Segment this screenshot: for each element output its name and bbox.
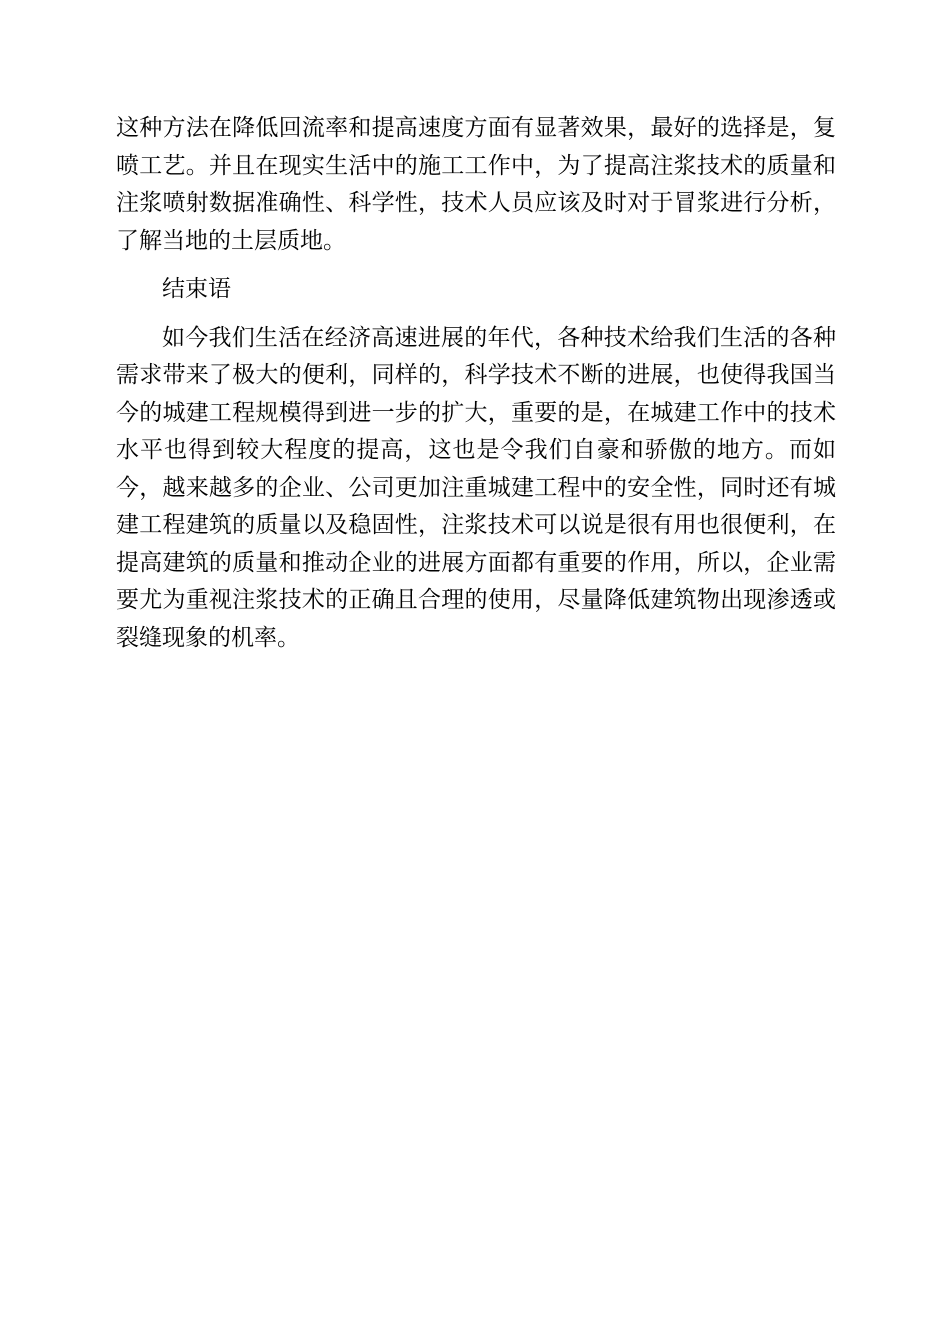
intro-paragraph: 这种方法在降低回流率和提高速度方面有显著效果，最好的选择是，复喷工艺。并且在现实生活中的施工工作中，为了提高注浆技术的质量和注浆喷射数据准确性、科学性，技术人员应该及时对于冒浆进行分析，了解当地的土层质地。 bbox=[116, 115, 836, 254]
conclusion-heading: 结束语 bbox=[162, 276, 231, 302]
document-body bbox=[116, 110, 836, 657]
conclusion-paragraph: 如今我们生活在经济高速进展的年代，各种技术给我们生活的各种需求带来了极大的便利，同样的，科学技术不断的进展，也使得我国当今的城建工程规模得到进一步的扩大，重要的是，在城建工作中的技术水平也得到较大程度的提高，这也是令我们自豪和骄傲的地方。而如今，越来越多的企业、公司更加注重城建工程中的安全性，同时还有城建工程建筑的质量以及稳固性，注浆技术可以说是很有用也很便利，在提高建筑的质量和推动企业的进展方面都有重要的作用，所以，企业需要尤为重视注浆技术的正确且合理的使用，尽量降低建筑物出现渗透或裂缝现象的机率。 bbox=[116, 324, 836, 651]
